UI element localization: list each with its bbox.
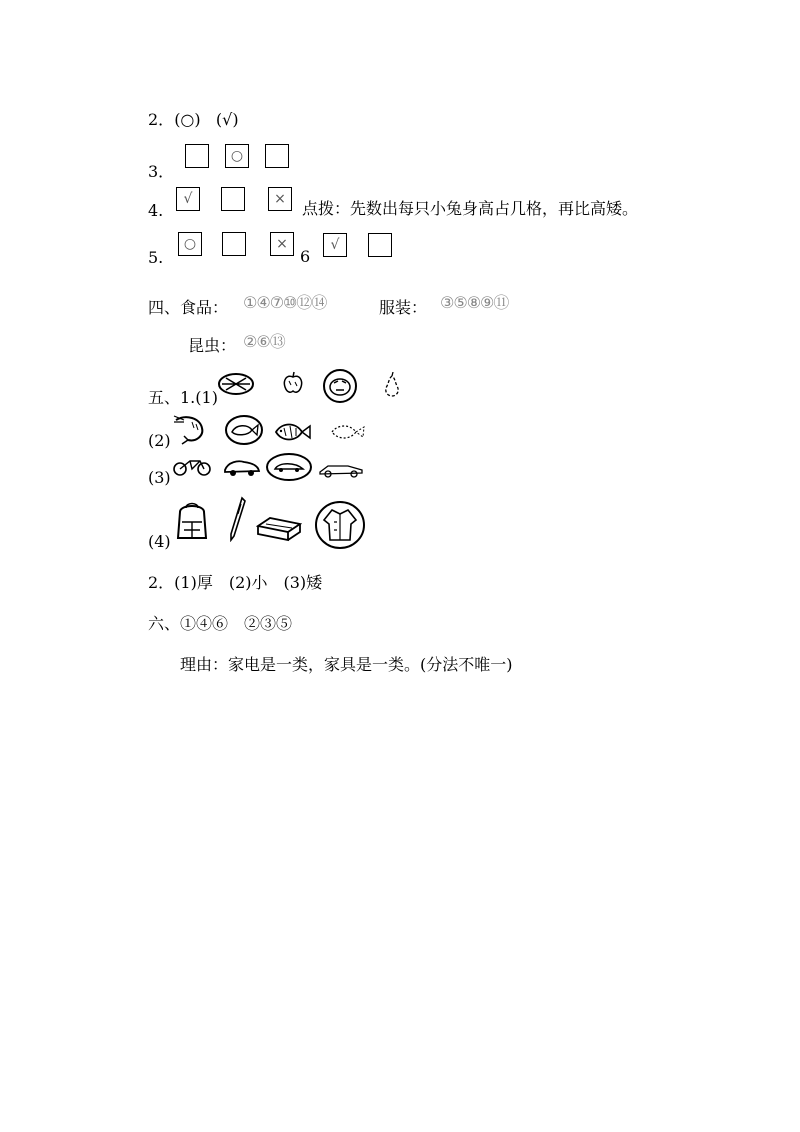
q3-box-2: ○ [225,144,249,168]
q4-box-3: × [268,187,292,211]
fish-outline-icon [328,420,366,444]
q5-box-2 [222,232,246,256]
q6-box-1: √ [323,233,347,257]
q2-number: 2． [148,110,175,129]
pen-icon [228,496,246,542]
fish-icon [272,420,312,444]
q6-box-2 [368,233,392,257]
q2-line [148,110,239,130]
q4-box-2 [221,187,245,211]
bicycle-icon [172,456,212,478]
sec4-insect-list: ②⑥⑬ [243,332,285,351]
car-icon [222,456,262,478]
q3-box-1 [185,144,209,168]
sec5-row4-label: (4) [148,532,171,551]
corn-cob-icon [216,370,256,398]
shrimp-icon [172,412,208,446]
q4-box-1: √ [176,187,200,211]
q4-number: 4. [148,201,164,220]
sec6-title: 六、①④⑥ ②③⑤ [148,614,293,633]
circled-car-icon [265,452,313,482]
q3-box-3 [265,144,289,168]
sec6-reason: 理由：家电是一类，家具是一类。(分法不唯一) [180,655,513,674]
pear-icon [382,372,402,398]
q5-box-1: ○ [178,232,202,256]
sec5-q1-label: 五、1.(1) [148,388,218,407]
apple-icon [282,371,304,395]
sec4-insect-label: 昆虫： [188,336,237,355]
sec4-clothes-list: ③⑤⑧⑨⑪ [440,293,509,312]
sec4-clothes-label: 服装： [379,298,428,317]
q3-number: 3． [148,162,175,181]
q4-hint: 点拨：先数出每只小兔身高占几格，再比高矮。 [302,199,639,218]
q5-number: 5. [148,248,164,267]
circled-coat-icon [314,500,366,550]
sec5-row3-label: (3) [148,468,171,487]
circled-fish-icon [224,414,264,446]
sec5-row2-label: (2) [148,431,171,450]
race-car-icon [318,460,364,478]
q2-answer-2: (√) [215,110,239,129]
q2-answer-1: (○) [174,110,201,129]
sec4-food-list: ①④⑦⑩⑫⑭ [243,293,327,312]
backpack-icon [172,500,212,542]
pencil-box-icon [256,514,302,542]
circled-peach-icon [322,368,358,404]
q5-box-3: × [270,232,294,256]
sec4-title: 四、食品： [148,298,229,317]
sec5-q2: 2．(1)厚 (2)小 (3)矮 [148,573,323,592]
q6-number: 6 [300,247,311,266]
